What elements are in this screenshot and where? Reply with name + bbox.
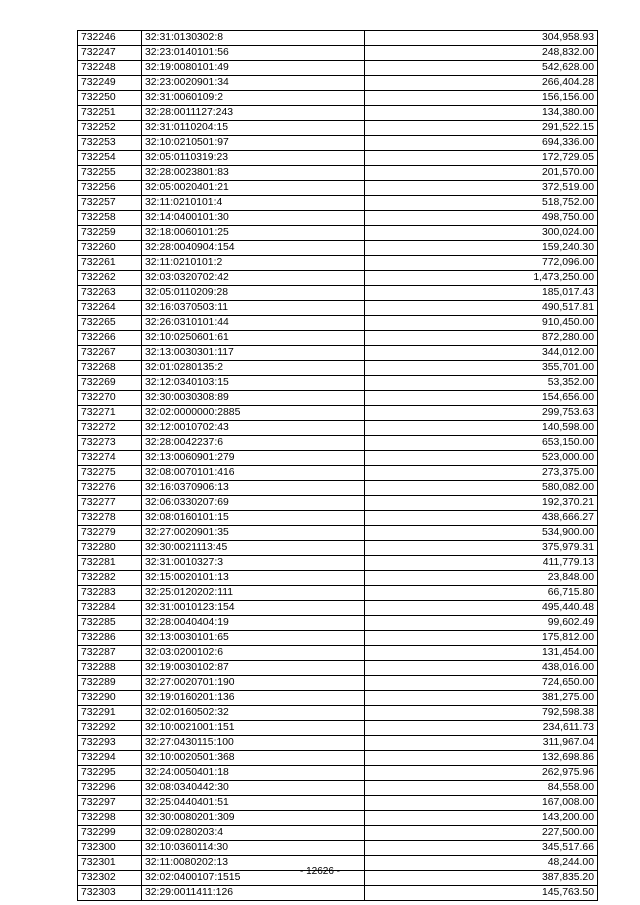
amount-cell: 201,570.00 — [365, 166, 598, 181]
amount-cell: 381,275.00 — [365, 691, 598, 706]
amount-cell: 185,017.43 — [365, 286, 598, 301]
cadastral-number-cell: 32:19:0160201:136 — [142, 691, 365, 706]
amount-cell: 84,558.00 — [365, 781, 598, 796]
table-row — [78, 211, 598, 226]
table-row — [78, 376, 598, 391]
table-row — [78, 61, 598, 76]
record-id-cell: 732265 — [78, 316, 142, 331]
amount-cell: 498,750.00 — [365, 211, 598, 226]
record-id-cell: 732250 — [78, 91, 142, 106]
cadastral-number-cell: 32:10:0210501:97 — [142, 136, 365, 151]
record-id-cell: 732253 — [78, 136, 142, 151]
amount-cell: 653,150.00 — [365, 436, 598, 451]
amount-cell: 304,958.93 — [365, 31, 598, 46]
cadastral-number-cell: 32:31:0060109:2 — [142, 91, 365, 106]
cadastral-number-cell: 32:10:0021001:151 — [142, 721, 365, 736]
table-row — [78, 556, 598, 571]
cadastral-number-cell: 32:02:0400107:1515 — [142, 871, 365, 886]
table-row — [78, 781, 598, 796]
amount-cell: 372,519.00 — [365, 181, 598, 196]
cadastral-number-cell: 32:13:0030101:65 — [142, 631, 365, 646]
amount-cell: 495,440.48 — [365, 601, 598, 616]
table-row — [78, 151, 598, 166]
record-id-cell: 732264 — [78, 301, 142, 316]
table-row — [78, 301, 598, 316]
amount-cell: 192,370.21 — [365, 496, 598, 511]
record-id-cell: 732263 — [78, 286, 142, 301]
record-id-cell: 732291 — [78, 706, 142, 721]
amount-cell: 355,701.00 — [365, 361, 598, 376]
cadastral-number-cell: 32:27:0020901:35 — [142, 526, 365, 541]
table-row — [78, 181, 598, 196]
cadastral-number-cell: 32:11:0210101:4 — [142, 196, 365, 211]
record-id-cell: 732275 — [78, 466, 142, 481]
amount-cell: 23,848.00 — [365, 571, 598, 586]
cadastral-number-cell: 32:13:0060901:279 — [142, 451, 365, 466]
amount-cell: 311,967.04 — [365, 736, 598, 751]
table-row — [78, 886, 598, 901]
table-row — [78, 346, 598, 361]
record-id-cell: 732272 — [78, 421, 142, 436]
amount-cell: 387,835.20 — [365, 871, 598, 886]
amount-cell: 344,012.00 — [365, 346, 598, 361]
record-id-cell: 732268 — [78, 361, 142, 376]
amount-cell: 172,729.05 — [365, 151, 598, 166]
table-row — [78, 166, 598, 181]
cadastral-number-cell: 32:28:0040904:154 — [142, 241, 365, 256]
record-id-cell: 732271 — [78, 406, 142, 421]
table-row — [78, 661, 598, 676]
table-row — [78, 766, 598, 781]
amount-cell: 159,240.30 — [365, 241, 598, 256]
table-row — [78, 46, 598, 61]
amount-cell: 490,517.81 — [365, 301, 598, 316]
cadastral-number-cell: 32:16:0370503:11 — [142, 301, 365, 316]
record-id-cell: 732282 — [78, 571, 142, 586]
amount-cell: 53,352.00 — [365, 376, 598, 391]
table-row — [78, 631, 598, 646]
record-id-cell: 732303 — [78, 886, 142, 901]
table-row — [78, 646, 598, 661]
amount-cell: 518,752.00 — [365, 196, 598, 211]
record-id-cell: 732300 — [78, 841, 142, 856]
record-id-cell: 732292 — [78, 721, 142, 736]
record-id-cell: 732284 — [78, 601, 142, 616]
record-id-cell: 732278 — [78, 511, 142, 526]
record-id-cell: 732281 — [78, 556, 142, 571]
record-id-cell: 732293 — [78, 736, 142, 751]
record-id-cell: 732299 — [78, 826, 142, 841]
table-row — [78, 616, 598, 631]
cadastral-number-cell: 32:15:0020101:13 — [142, 571, 365, 586]
table-row — [78, 121, 598, 136]
cadastral-number-cell: 32:28:0011127:243 — [142, 106, 365, 121]
record-id-cell: 732256 — [78, 181, 142, 196]
record-id-cell: 732262 — [78, 271, 142, 286]
cadastral-number-cell: 32:05:0110209:28 — [142, 286, 365, 301]
cadastral-number-cell: 32:29:0011411:126 — [142, 886, 365, 901]
table-row — [78, 496, 598, 511]
amount-cell: 694,336.00 — [365, 136, 598, 151]
registry-table — [77, 30, 598, 901]
table-row — [78, 241, 598, 256]
record-id-cell: 732269 — [78, 376, 142, 391]
amount-cell: 145,763.50 — [365, 886, 598, 901]
table-row — [78, 796, 598, 811]
cadastral-number-cell: 32:09:0280203:4 — [142, 826, 365, 841]
cadastral-number-cell: 32:25:0440401:51 — [142, 796, 365, 811]
amount-cell: 266,404.28 — [365, 76, 598, 91]
table-row — [78, 196, 598, 211]
cadastral-number-cell: 32:06:0330207:69 — [142, 496, 365, 511]
cadastral-number-cell: 32:23:0020901:34 — [142, 76, 365, 91]
amount-cell: 66,715.80 — [365, 586, 598, 601]
cadastral-number-cell: 32:18:0060101:25 — [142, 226, 365, 241]
record-id-cell: 732270 — [78, 391, 142, 406]
cadastral-number-cell: 32:10:0360114:30 — [142, 841, 365, 856]
cadastral-number-cell: 32:25:0120202:111 — [142, 586, 365, 601]
record-id-cell: 732259 — [78, 226, 142, 241]
amount-cell: 1,473,250.00 — [365, 271, 598, 286]
amount-cell: 131,454.00 — [365, 646, 598, 661]
amount-cell: 438,666.27 — [365, 511, 598, 526]
cadastral-number-cell: 32:11:0080202:13 — [142, 856, 365, 871]
amount-cell: 48,244.00 — [365, 856, 598, 871]
amount-cell: 411,779.13 — [365, 556, 598, 571]
cadastral-number-cell: 32:30:0080201:309 — [142, 811, 365, 826]
cadastral-number-cell: 32:12:0010702:43 — [142, 421, 365, 436]
table-row — [78, 271, 598, 286]
amount-cell: 132,698.86 — [365, 751, 598, 766]
cadastral-number-cell: 32:30:0030308:89 — [142, 391, 365, 406]
cadastral-number-cell: 32:19:0080101:49 — [142, 61, 365, 76]
table-row — [78, 751, 598, 766]
table-row — [78, 826, 598, 841]
cadastral-number-cell: 32:24:0050401:18 — [142, 766, 365, 781]
record-id-cell: 732274 — [78, 451, 142, 466]
record-id-cell: 732285 — [78, 616, 142, 631]
table-row — [78, 721, 598, 736]
record-id-cell: 732286 — [78, 631, 142, 646]
cadastral-number-cell: 32:05:0020401:21 — [142, 181, 365, 196]
record-id-cell: 732276 — [78, 481, 142, 496]
amount-cell: 438,016.00 — [365, 661, 598, 676]
cadastral-number-cell: 32:16:0370906:13 — [142, 481, 365, 496]
cadastral-number-cell: 32:08:0340442:30 — [142, 781, 365, 796]
table-row — [78, 691, 598, 706]
record-id-cell: 732301 — [78, 856, 142, 871]
amount-cell: 910,450.00 — [365, 316, 598, 331]
table-row — [78, 136, 598, 151]
record-id-cell: 732280 — [78, 541, 142, 556]
amount-cell: 273,375.00 — [365, 466, 598, 481]
record-id-cell: 732257 — [78, 196, 142, 211]
amount-cell: 534,900.00 — [365, 526, 598, 541]
cadastral-number-cell: 32:27:0020701:190 — [142, 676, 365, 691]
record-id-cell: 732261 — [78, 256, 142, 271]
record-id-cell: 732298 — [78, 811, 142, 826]
amount-cell: 156,156.00 — [365, 91, 598, 106]
cadastral-number-cell: 32:14:0400101:30 — [142, 211, 365, 226]
table-row — [78, 736, 598, 751]
table-row — [78, 226, 598, 241]
amount-cell: 580,082.00 — [365, 481, 598, 496]
table-row — [78, 706, 598, 721]
amount-cell: 167,008.00 — [365, 796, 598, 811]
amount-cell: 262,975.96 — [365, 766, 598, 781]
table-row — [78, 466, 598, 481]
cadastral-number-cell: 32:10:0020501:368 — [142, 751, 365, 766]
cadastral-number-cell: 32:28:0040404:19 — [142, 616, 365, 631]
record-id-cell: 732252 — [78, 121, 142, 136]
table-row — [78, 676, 598, 691]
cadastral-number-cell: 32:19:0030102:87 — [142, 661, 365, 676]
record-id-cell: 732255 — [78, 166, 142, 181]
amount-cell: 140,598.00 — [365, 421, 598, 436]
record-id-cell: 732249 — [78, 76, 142, 91]
amount-cell: 134,380.00 — [365, 106, 598, 121]
amount-cell: 227,500.00 — [365, 826, 598, 841]
record-id-cell: 732267 — [78, 346, 142, 361]
cadastral-number-cell: 32:11:0210101:2 — [142, 256, 365, 271]
cadastral-number-cell: 32:12:0340103:15 — [142, 376, 365, 391]
record-id-cell: 732266 — [78, 331, 142, 346]
table-row — [78, 406, 598, 421]
page-number: - 12626 - — [299, 866, 341, 877]
cadastral-number-cell: 32:01:0280135:2 — [142, 361, 365, 376]
cadastral-number-cell: 32:26:0310101:44 — [142, 316, 365, 331]
cadastral-number-cell: 32:08:0070101:416 — [142, 466, 365, 481]
amount-cell: 300,024.00 — [365, 226, 598, 241]
amount-cell: 872,280.00 — [365, 331, 598, 346]
amount-cell: 154,656.00 — [365, 391, 598, 406]
table-row — [78, 526, 598, 541]
amount-cell: 248,832.00 — [365, 46, 598, 61]
record-id-cell: 732277 — [78, 496, 142, 511]
cadastral-number-cell: 32:10:0250601:61 — [142, 331, 365, 346]
registry-table-body — [78, 31, 598, 901]
table-row — [78, 106, 598, 121]
table-row — [78, 541, 598, 556]
table-row — [78, 316, 598, 331]
cadastral-number-cell: 32:30:0021113:45 — [142, 541, 365, 556]
table-row — [78, 76, 598, 91]
cadastral-number-cell: 32:31:0130302:8 — [142, 31, 365, 46]
record-id-cell: 732247 — [78, 46, 142, 61]
record-id-cell: 732296 — [78, 781, 142, 796]
cadastral-number-cell: 32:31:0110204:15 — [142, 121, 365, 136]
table-row — [78, 256, 598, 271]
table-row — [78, 436, 598, 451]
cadastral-number-cell: 32:05:0110319:23 — [142, 151, 365, 166]
amount-cell: 724,650.00 — [365, 676, 598, 691]
record-id-cell: 732251 — [78, 106, 142, 121]
amount-cell: 523,000.00 — [365, 451, 598, 466]
record-id-cell: 732297 — [78, 796, 142, 811]
record-id-cell: 732248 — [78, 61, 142, 76]
cadastral-number-cell: 32:02:0000000:2885 — [142, 406, 365, 421]
table-row — [78, 586, 598, 601]
amount-cell: 772,096.00 — [365, 256, 598, 271]
table-row — [78, 571, 598, 586]
cadastral-number-cell: 32:28:0023801:83 — [142, 166, 365, 181]
record-id-cell: 732283 — [78, 586, 142, 601]
cadastral-number-cell: 32:23:0140101:56 — [142, 46, 365, 61]
amount-cell: 375,979.31 — [365, 541, 598, 556]
cadastral-number-cell: 32:03:0200102:6 — [142, 646, 365, 661]
record-id-cell: 732287 — [78, 646, 142, 661]
table-row — [78, 451, 598, 466]
cadastral-number-cell: 32:28:0042237:6 — [142, 436, 365, 451]
record-id-cell: 732302 — [78, 871, 142, 886]
cadastral-number-cell: 32:31:0010123:154 — [142, 601, 365, 616]
amount-cell: 234,611.73 — [365, 721, 598, 736]
record-id-cell: 732260 — [78, 241, 142, 256]
record-id-cell: 732295 — [78, 766, 142, 781]
table-row — [78, 361, 598, 376]
table-row — [78, 811, 598, 826]
table-row — [78, 286, 598, 301]
cadastral-number-cell: 32:13:0030301:117 — [142, 346, 365, 361]
record-id-cell: 732279 — [78, 526, 142, 541]
record-id-cell: 732254 — [78, 151, 142, 166]
cadastral-number-cell: 32:31:0010327:3 — [142, 556, 365, 571]
table-row — [78, 421, 598, 436]
amount-cell: 299,753.63 — [365, 406, 598, 421]
table-row — [78, 481, 598, 496]
cadastral-number-cell: 32:08:0160101:15 — [142, 511, 365, 526]
table-row — [78, 601, 598, 616]
amount-cell: 99,602.49 — [365, 616, 598, 631]
table-row — [78, 331, 598, 346]
table-row — [78, 841, 598, 856]
record-id-cell: 732290 — [78, 691, 142, 706]
table-row — [78, 31, 598, 46]
amount-cell: 175,812.00 — [365, 631, 598, 646]
record-id-cell: 732258 — [78, 211, 142, 226]
cadastral-number-cell: 32:02:0160502:32 — [142, 706, 365, 721]
record-id-cell: 732246 — [78, 31, 142, 46]
table-row — [78, 91, 598, 106]
record-id-cell: 732294 — [78, 751, 142, 766]
record-id-cell: 732273 — [78, 436, 142, 451]
record-id-cell: 732288 — [78, 661, 142, 676]
table-row — [78, 391, 598, 406]
amount-cell: 291,522.15 — [365, 121, 598, 136]
record-id-cell: 732289 — [78, 676, 142, 691]
table-row — [78, 511, 598, 526]
cadastral-number-cell: 32:27:0430115:100 — [142, 736, 365, 751]
amount-cell: 792,598.38 — [365, 706, 598, 721]
amount-cell: 542,628.00 — [365, 61, 598, 76]
amount-cell: 345,517.66 — [365, 841, 598, 856]
amount-cell: 143,200.00 — [365, 811, 598, 826]
cadastral-number-cell: 32:03:0320702:42 — [142, 271, 365, 286]
